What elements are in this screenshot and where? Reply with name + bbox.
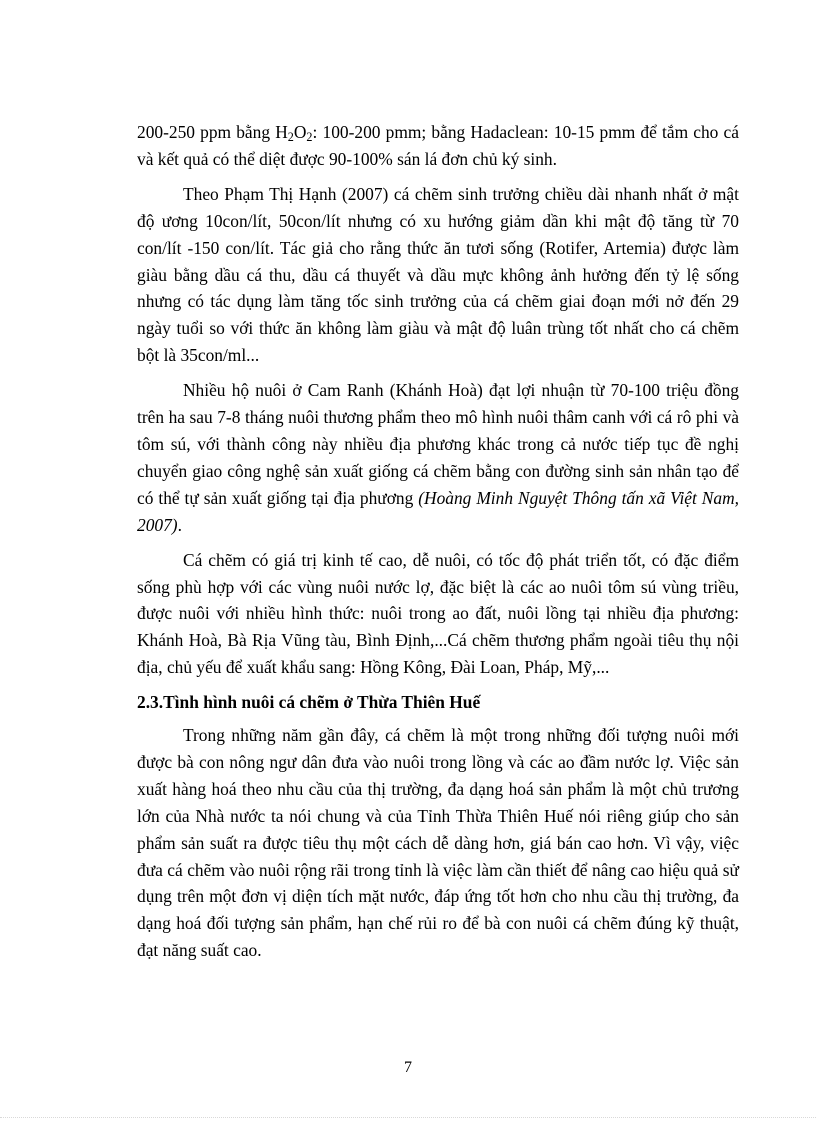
paragraph-end: .: [177, 514, 182, 535]
subscript-2: 2: [306, 130, 313, 144]
paragraph-cam-ranh: [137, 377, 739, 538]
page-body: [137, 119, 739, 972]
page-number: 7: [404, 1059, 412, 1076]
paragraph-text: : 100-200 pmm; bằng Hadaclean: 10-15 pmm để tắm cho cá và kết quả có thể diệt được 90-100% sán lá đơn chủ ký sinh.: [137, 122, 739, 169]
paragraph-text: O: [293, 122, 307, 142]
paragraph-text: Nhiều hộ nuôi ở Cam Ranh (Khánh Hoà) đạt lợi nhuận từ 70-100 triệu đồng trên ha sau 7-8 tháng nuôi thương phẩm theo mô hình nuôi thâm canh với cá rô phi và tôm sú, với thành công này nhiều địa phương khác trong cả nước tiếp tục đề nghị chuyển giao công nghệ sản xuất giống cá chẽm bằng con đường sinh sản nhân tạo để có thể tự sản xuất giống tại địa phương: [137, 380, 739, 508]
paragraph-continuation: [137, 119, 739, 173]
paragraph-pham-thi-hanh: Theo Phạm Thị Hạnh (2007) cá chẽm sinh trưởng chiều dài nhanh nhất ở mật độ ương 10con/lít, 50con/lít nhưng có xu hướng giảm dần khi mật độ tăng từ 70 con/lít -150 con/lít. Tác giả cho rằng thức ăn tươi sống (Rotifer, Artemia) được làm giàu bằng dầu cá thu, dầu cá thuyết và dầu mực không ảnh hưởng đến tỷ lệ sống nhưng có tác dụng làm tăng tốc sinh trưởng của cá chẽm giai đoạn mới nở đến 29 ngày tuổi so với thức ăn không làm giàu và mật độ luân trùng tốt nhất cho cá chẽm bột là 35con/ml...: [137, 183, 739, 366]
paragraph-thua-thien-hue: Trong những năm gần đây, cá chẽm là một trong những đối tượng nuôi mới được bà con nông ngư dân đưa vào nuôi trong lồng và các ao đầm nước lợ. Việc sản xuất hàng hoá theo nhu cầu của thị trường, đa dạng hoá sản phẩm là một chủ trương lớn của Nhà nước ta nói chung và của Tỉnh Thừa Thiên Huế nói riêng giúp cho sản phẩm sản suất ra được tiêu thụ một cách dễ dàng hơn, giá bán cao hơn. Vì vậy, việc đưa cá chẽm vào nuôi rộng rãi trong tỉnh là việc làm cần thiết để nâng cao hiệu quả sử dụng trên một đơn vị diện tích mặt nước, đáp ứng tốt hơn cho nhu cầu thị trường, đa dạng hoá đối tượng sản phẩm, hạn chế rủi ro để bà con nuôi cá chẽm đúng kỹ thuật, đạt năng suất cao.: [137, 725, 739, 961]
subscript-2: 2: [287, 130, 294, 144]
page-bottom-divider: [0, 1117, 816, 1118]
paragraph-economic-value: Cá chẽm có giá trị kinh tế cao, dễ nuôi, có tốc độ phát triển tốt, có đặc điểm sống phù hợp với các vùng nuôi nước lợ, đặc biệt là các ao nuôi tôm sú vùng triều, được nuôi với nhiều hình thức: nuôi trong ao đất, nuôi lồng tại nhiều địa phương: Khánh Hoà, Bà Rịa Vũng tàu, Bình Định,...Cá chẽm thương phẩm ngoài tiêu thụ nội địa, chủ yếu để xuất khẩu sang: Hồng Kông, Đài Loan, Pháp, Mỹ,...: [137, 549, 739, 678]
paragraph-text: 200-250 ppm bằng H: [137, 122, 288, 142]
citation: (Hoàng Minh Nguyệt Thông tấn xã Việt Nam, 2007): [137, 487, 739, 535]
section-heading: 2.3.Tình hình nuôi cá chẽm ở Thừa Thiên Huế: [137, 692, 481, 713]
